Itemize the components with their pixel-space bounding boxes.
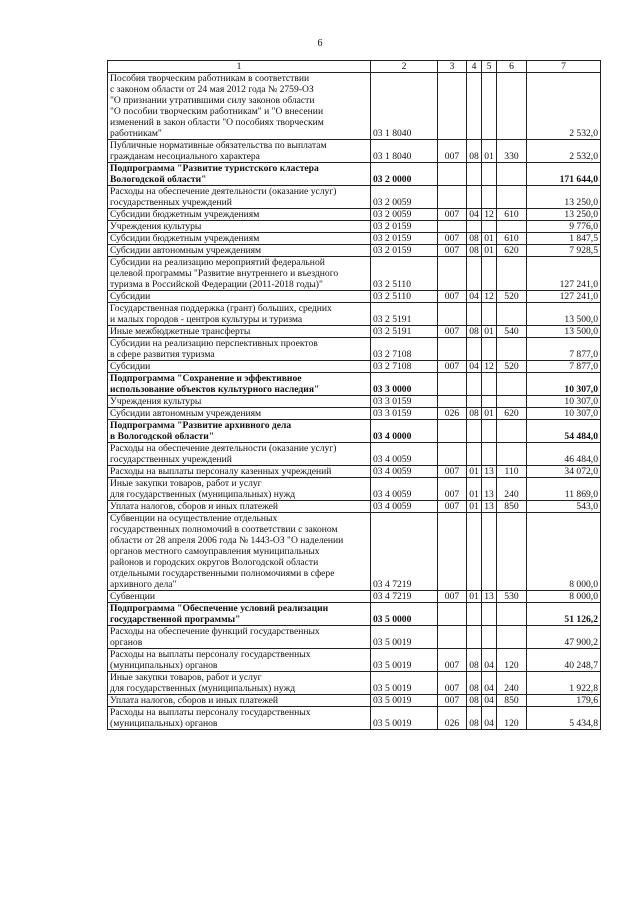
row-name-cell: Субсидии на реализацию мероприятий федеральной целевой программы "Развитие внутреннего и въездного туризма в Российской Федерации (2011-2018 годы)"	[108, 257, 371, 291]
table-row	[108, 257, 601, 291]
col-header-5: 5	[482, 61, 497, 73]
row-ved-cell: 007	[438, 326, 467, 338]
row-sum-cell: 7 877,0	[527, 338, 601, 361]
row-vr-cell: 850	[497, 501, 527, 513]
row-ved-cell	[438, 221, 467, 233]
row-ved-cell	[438, 257, 467, 291]
row-code-cell: 03 5 0019	[371, 707, 438, 730]
row-ved-cell: 007	[438, 361, 467, 373]
row-sum-cell: 11 869,0	[527, 478, 601, 501]
row-name-cell: Расходы на выплаты персоналу казенных учреждений	[108, 466, 371, 478]
row-pr-cell: 01	[482, 408, 497, 420]
row-code-cell: 03 4 0059	[371, 501, 438, 513]
row-ved-cell: 007	[438, 209, 467, 221]
row-code-cell: 03 2 5110	[371, 291, 438, 303]
row-rz-cell	[467, 373, 482, 396]
row-sum-cell: 1 847,5	[527, 233, 601, 245]
row-name-cell: Пособия творческим работникам в соответствии с законом области от 24 мая 2012 года № 2759-ОЗ "О признании утратившими силу законов области "О пособии творческим работникам" и "О внесении изменений в закон области "О пособиях творческим работникам"	[108, 73, 371, 140]
row-name-cell: Иные закупки товаров, работ и услуг для государственных (муниципальных) нужд	[108, 672, 371, 695]
row-rz-cell	[467, 221, 482, 233]
row-vr-cell	[497, 303, 527, 326]
table-row	[108, 707, 601, 730]
row-vr-cell: 540	[497, 326, 527, 338]
row-ved-cell: 007	[438, 649, 467, 672]
row-ved-cell	[438, 373, 467, 396]
row-sum-cell: 171 644,0	[527, 163, 601, 186]
row-vr-cell	[497, 420, 527, 443]
col-header-4: 4	[467, 61, 482, 73]
row-rz-cell: 01	[467, 501, 482, 513]
table-row	[108, 672, 601, 695]
row-pr-cell	[482, 396, 497, 408]
row-vr-cell	[497, 603, 527, 626]
table-row	[108, 420, 601, 443]
table-row	[108, 209, 601, 221]
row-rz-cell	[467, 513, 482, 591]
row-name-cell: Подпрограмма "Обеспечение условий реализации государственной программы"	[108, 603, 371, 626]
col-header-2: 2	[371, 61, 438, 73]
row-vr-cell	[497, 626, 527, 649]
row-name-cell: Расходы на обеспечение деятельности (оказание услуг) государственных учреждений	[108, 186, 371, 209]
row-code-cell: 03 3 0000	[371, 373, 438, 396]
row-vr-cell	[497, 221, 527, 233]
row-pr-cell: 04	[482, 695, 497, 707]
row-ved-cell	[438, 396, 467, 408]
row-code-cell: 03 5 0019	[371, 695, 438, 707]
row-vr-cell	[497, 373, 527, 396]
row-ved-cell	[438, 513, 467, 591]
row-name-cell: Уплата налогов, сборов и иных платежей	[108, 695, 371, 707]
table-row	[108, 501, 601, 513]
row-vr-cell	[497, 257, 527, 291]
row-code-cell: 03 4 0000	[371, 420, 438, 443]
row-sum-cell: 7 877,0	[527, 361, 601, 373]
row-sum-cell: 13 500,0	[527, 326, 601, 338]
row-rz-cell: 08	[467, 695, 482, 707]
row-pr-cell: 04	[482, 707, 497, 730]
row-name-cell: Расходы на обеспечение деятельности (оказание услуг) государственных учреждений	[108, 443, 371, 466]
row-name-cell: Подпрограмма "Развитие архивного дела в Вологодской области"	[108, 420, 371, 443]
row-rz-cell	[467, 73, 482, 140]
row-code-cell: 03 1 8040	[371, 140, 438, 163]
row-pr-cell	[482, 257, 497, 291]
row-name-cell: Субсидии бюджетным учреждениям	[108, 209, 371, 221]
table-row	[108, 221, 601, 233]
row-ved-cell	[438, 73, 467, 140]
row-name-cell: Субсидии автономным учреждениям	[108, 408, 371, 420]
row-vr-cell	[497, 73, 527, 140]
row-code-cell: 03 2 7108	[371, 338, 438, 361]
row-pr-cell	[482, 420, 497, 443]
row-pr-cell: 12	[482, 209, 497, 221]
row-code-cell: 03 5 0000	[371, 603, 438, 626]
row-name-cell: Публичные нормативные обязательства по выплатам гражданам несоциального характера	[108, 140, 371, 163]
row-rz-cell: 01	[467, 591, 482, 603]
row-pr-cell	[482, 221, 497, 233]
row-code-cell: 03 4 0059	[371, 478, 438, 501]
row-rz-cell	[467, 186, 482, 209]
col-header-1: 1	[108, 61, 371, 73]
table-row	[108, 163, 601, 186]
row-sum-cell: 54 484,0	[527, 420, 601, 443]
table-row	[108, 603, 601, 626]
row-ved-cell	[438, 338, 467, 361]
row-vr-cell: 620	[497, 408, 527, 420]
page-number: 6	[317, 38, 323, 49]
row-code-cell: 03 1 8040	[371, 73, 438, 140]
row-ved-cell	[438, 303, 467, 326]
row-vr-cell: 520	[497, 361, 527, 373]
table-row	[108, 408, 601, 420]
row-pr-cell: 12	[482, 361, 497, 373]
row-code-cell: 03 3 0159	[371, 408, 438, 420]
row-sum-cell: 13 500,0	[527, 303, 601, 326]
row-sum-cell: 2 532,0	[527, 73, 601, 140]
row-name-cell: Подпрограмма "Сохранение и эффективное использование объектов культурного наследия"	[108, 373, 371, 396]
row-ved-cell	[438, 626, 467, 649]
row-ved-cell	[438, 443, 467, 466]
row-name-cell: Субвенции на осуществление отдельных государственных полномочий в соответствии с законом области от 28 апреля 2006 года № 1443-ОЗ "О наделении органов местного самоуправления муниципальных районов и городских округов Вологодской области отдельными государственными полномочиями в сфере архивного дела"	[108, 513, 371, 591]
row-rz-cell	[467, 338, 482, 361]
row-ved-cell	[438, 603, 467, 626]
table-row	[108, 326, 601, 338]
row-rz-cell: 08	[467, 649, 482, 672]
row-code-cell: 03 2 5191	[371, 303, 438, 326]
row-ved-cell: 026	[438, 707, 467, 730]
row-vr-cell	[497, 513, 527, 591]
row-pr-cell: 01	[482, 326, 497, 338]
table-row	[108, 291, 601, 303]
row-code-cell: 03 5 0019	[371, 672, 438, 695]
table-row	[108, 695, 601, 707]
table-row	[108, 373, 601, 396]
row-pr-cell: 13	[482, 501, 497, 513]
row-pr-cell: 13	[482, 478, 497, 501]
row-sum-cell: 127 241,0	[527, 257, 601, 291]
row-sum-cell: 8 000,0	[527, 591, 601, 603]
row-rz-cell: 08	[467, 326, 482, 338]
row-name-cell: Государственная поддержка (грант) больших, средних и малых городов - центров культуры и туризма	[108, 303, 371, 326]
row-vr-cell: 610	[497, 209, 527, 221]
row-code-cell: 03 2 0159	[371, 221, 438, 233]
row-name-cell: Подпрограмма "Развитие туристского кластера Вологодской области"	[108, 163, 371, 186]
row-pr-cell	[482, 338, 497, 361]
row-name-cell: Расходы на обеспечение функций государственных органов	[108, 626, 371, 649]
row-sum-cell: 127 241,0	[527, 291, 601, 303]
row-name-cell: Субсидии	[108, 361, 371, 373]
row-vr-cell	[497, 338, 527, 361]
row-pr-cell: 01	[482, 245, 497, 257]
row-sum-cell: 7 928,5	[527, 245, 601, 257]
row-pr-cell: 13	[482, 466, 497, 478]
row-sum-cell: 10 307,0	[527, 396, 601, 408]
row-vr-cell	[497, 186, 527, 209]
row-rz-cell: 01	[467, 478, 482, 501]
table-row	[108, 361, 601, 373]
row-sum-cell: 5 434,8	[527, 707, 601, 730]
row-ved-cell: 007	[438, 466, 467, 478]
row-rz-cell: 04	[467, 291, 482, 303]
table-row	[108, 140, 601, 163]
col-header-7: 7	[527, 61, 601, 73]
row-vr-cell: 120	[497, 649, 527, 672]
row-sum-cell: 51 126,2	[527, 603, 601, 626]
row-code-cell: 03 5 0019	[371, 626, 438, 649]
row-rz-cell: 08	[467, 233, 482, 245]
row-vr-cell: 620	[497, 245, 527, 257]
table-row	[108, 396, 601, 408]
row-pr-cell	[482, 603, 497, 626]
row-ved-cell: 026	[438, 408, 467, 420]
row-ved-cell: 007	[438, 478, 467, 501]
row-ved-cell	[438, 186, 467, 209]
row-sum-cell: 10 307,0	[527, 373, 601, 396]
row-vr-cell: 530	[497, 591, 527, 603]
row-code-cell: 03 2 0000	[371, 163, 438, 186]
row-pr-cell: 04	[482, 672, 497, 695]
row-vr-cell	[497, 163, 527, 186]
row-code-cell: 03 2 0159	[371, 245, 438, 257]
row-name-cell: Иные закупки товаров, работ и услуг для государственных (муниципальных) нужд	[108, 478, 371, 501]
row-sum-cell: 2 532,0	[527, 140, 601, 163]
row-vr-cell: 520	[497, 291, 527, 303]
row-ved-cell	[438, 420, 467, 443]
table-row	[108, 466, 601, 478]
row-sum-cell: 179,6	[527, 695, 601, 707]
row-sum-cell: 8 000,0	[527, 513, 601, 591]
row-rz-cell: 08	[467, 408, 482, 420]
row-pr-cell	[482, 513, 497, 591]
row-ved-cell: 007	[438, 140, 467, 163]
row-code-cell: 03 2 7108	[371, 361, 438, 373]
row-sum-cell: 34 072,0	[527, 466, 601, 478]
row-ved-cell: 007	[438, 695, 467, 707]
row-code-cell: 03 2 0159	[371, 233, 438, 245]
row-sum-cell: 9 776,0	[527, 221, 601, 233]
table-row	[108, 338, 601, 361]
row-rz-cell: 08	[467, 672, 482, 695]
row-code-cell: 03 2 0059	[371, 186, 438, 209]
row-vr-cell: 850	[497, 695, 527, 707]
row-ved-cell	[438, 163, 467, 186]
row-pr-cell	[482, 163, 497, 186]
row-name-cell: Расходы на выплаты персоналу государственных (муниципальных) органов	[108, 649, 371, 672]
row-sum-cell: 543,0	[527, 501, 601, 513]
table-row	[108, 303, 601, 326]
row-name-cell: Учреждения культуры	[108, 221, 371, 233]
row-code-cell: 03 4 7219	[371, 591, 438, 603]
table-row	[108, 245, 601, 257]
row-pr-cell: 12	[482, 291, 497, 303]
row-name-cell: Уплата налогов, сборов и иных платежей	[108, 501, 371, 513]
table-row	[108, 73, 601, 140]
row-ved-cell: 007	[438, 591, 467, 603]
row-name-cell: Субсидии бюджетным учреждениям	[108, 233, 371, 245]
row-ved-cell: 007	[438, 672, 467, 695]
col-header-6: 6	[497, 61, 527, 73]
row-code-cell: 03 2 5191	[371, 326, 438, 338]
row-sum-cell: 1 922,8	[527, 672, 601, 695]
row-ved-cell: 007	[438, 245, 467, 257]
row-code-cell: 03 4 0059	[371, 466, 438, 478]
row-name-cell: Иные межбюджетные трансферты	[108, 326, 371, 338]
row-name-cell: Расходы на выплаты персоналу государственных (муниципальных) органов	[108, 707, 371, 730]
row-rz-cell: 08	[467, 245, 482, 257]
row-name-cell: Учреждения культуры	[108, 396, 371, 408]
row-name-cell: Субсидии на реализацию перспективных проектов в сфере развития туризма	[108, 338, 371, 361]
row-vr-cell: 240	[497, 672, 527, 695]
row-pr-cell	[482, 443, 497, 466]
row-pr-cell: 04	[482, 649, 497, 672]
table-row	[108, 233, 601, 245]
table-row	[108, 626, 601, 649]
table-row	[108, 649, 601, 672]
table-row	[108, 478, 601, 501]
row-sum-cell: 13 250,0	[527, 209, 601, 221]
row-code-cell: 03 4 0059	[371, 443, 438, 466]
row-name-cell: Субвенции	[108, 591, 371, 603]
table-row	[108, 513, 601, 591]
row-ved-cell: 007	[438, 501, 467, 513]
row-pr-cell	[482, 626, 497, 649]
row-rz-cell	[467, 163, 482, 186]
table-row	[108, 186, 601, 209]
row-rz-cell: 04	[467, 361, 482, 373]
row-code-cell: 03 2 0059	[371, 209, 438, 221]
row-rz-cell: 04	[467, 209, 482, 221]
row-rz-cell	[467, 420, 482, 443]
row-sum-cell: 40 248,7	[527, 649, 601, 672]
row-rz-cell	[467, 303, 482, 326]
row-pr-cell: 01	[482, 233, 497, 245]
row-vr-cell: 610	[497, 233, 527, 245]
table-row	[108, 591, 601, 603]
row-rz-cell: 08	[467, 140, 482, 163]
header-row	[108, 61, 601, 73]
row-vr-cell: 330	[497, 140, 527, 163]
col-header-3: 3	[438, 61, 467, 73]
row-sum-cell: 10 307,0	[527, 408, 601, 420]
row-name-cell: Субсидии	[108, 291, 371, 303]
row-pr-cell	[482, 373, 497, 396]
row-rz-cell	[467, 443, 482, 466]
row-vr-cell: 120	[497, 707, 527, 730]
row-sum-cell: 47 900,2	[527, 626, 601, 649]
row-pr-cell: 13	[482, 591, 497, 603]
row-ved-cell: 007	[438, 291, 467, 303]
row-rz-cell	[467, 603, 482, 626]
row-rz-cell	[467, 396, 482, 408]
row-rz-cell	[467, 257, 482, 291]
row-sum-cell: 13 250,0	[527, 186, 601, 209]
row-pr-cell	[482, 303, 497, 326]
row-sum-cell: 46 484,0	[527, 443, 601, 466]
row-pr-cell	[482, 186, 497, 209]
row-ved-cell: 007	[438, 233, 467, 245]
row-vr-cell	[497, 443, 527, 466]
budget-table	[107, 60, 601, 730]
row-pr-cell	[482, 73, 497, 140]
row-code-cell: 03 5 0019	[371, 649, 438, 672]
row-rz-cell: 01	[467, 466, 482, 478]
row-name-cell: Субсидии автономным учреждениям	[108, 245, 371, 257]
row-code-cell: 03 4 7219	[371, 513, 438, 591]
row-code-cell: 03 3 0159	[371, 396, 438, 408]
row-rz-cell	[467, 626, 482, 649]
table-row	[108, 443, 601, 466]
row-pr-cell: 01	[482, 140, 497, 163]
row-vr-cell: 110	[497, 466, 527, 478]
row-vr-cell	[497, 396, 527, 408]
row-vr-cell: 240	[497, 478, 527, 501]
row-rz-cell: 08	[467, 707, 482, 730]
row-code-cell: 03 2 5110	[371, 257, 438, 291]
